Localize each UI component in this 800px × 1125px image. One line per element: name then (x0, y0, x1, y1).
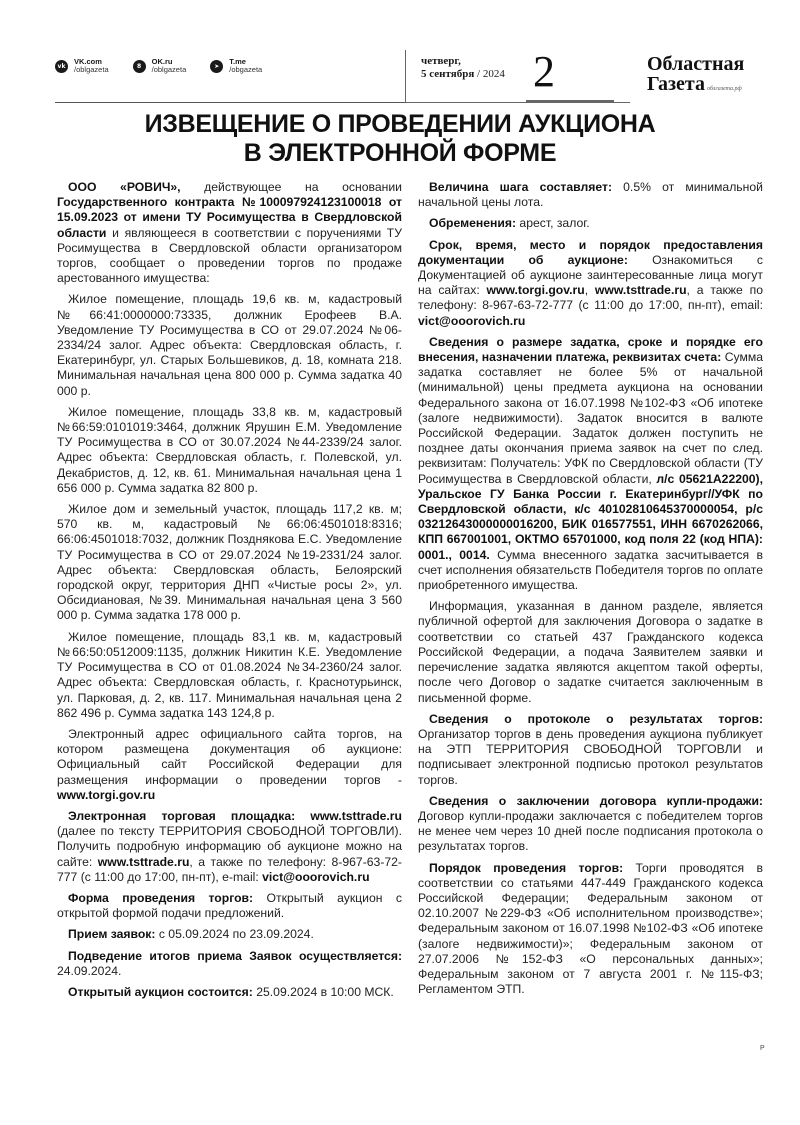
date: 5 сентября (421, 68, 475, 80)
masthead (55, 47, 770, 100)
email-link[interactable]: vict@ooorovich.ru (262, 869, 370, 884)
page-number: 2 (533, 47, 555, 96)
documentation-paragraph: Срок, время, место и порядок предоставления документации об аукционе: Ознакомиться с Документацией об аукционе заинтересованные лица могут на сайтах: www.torgi.gov.ru, www.tsttrade.ru, а также по телефону: 8-967-63-72-777 (с 11:00 до 17:00, пн-пт), email: vict@ooorovich.ru (418, 237, 763, 328)
social-name: VK.com (74, 57, 102, 66)
logo-site: облгазета.рф (706, 86, 742, 92)
social-name: OK.ru (151, 57, 173, 66)
ok-icon: 8 (133, 60, 146, 73)
issue-date (421, 55, 505, 81)
right-column (418, 180, 763, 1003)
protocol-paragraph: Сведения о протоколе о результатах торгов: Организатор торгов в день проведения аукциона публикует на ЭТП ТЕРРИТОРИЯ СВОБОДНОЙ ТОРГОВЛИ и подписывает электронной подписью протокол результатов торгов. (418, 711, 763, 787)
logo-line-1: Областная (647, 53, 745, 75)
bank-requisites: л/с 05621А22200), Уральское ГУ Банка России г. Екатеринбург//УФК по Свердловской области, к/с 40102810645370000054, р/с 03212643000000016200, БИК 016577551, ИНН 6670262066, КПП 667001001, ОКТМО 65701000, код поля 22 (код НПА): 0001., 0014. (418, 471, 764, 562)
left-column (57, 180, 402, 1006)
page-number-underline (526, 100, 614, 103)
etp-paragraph: Электронная торговая площадка: www.tsttrade.ru (далее по тексту ТЕРРИТОРИЯ СВОБОДНОЙ ТОРГОВЛИ). Получить подробную информацию об аукционе можно на сайте: www.tsttrade.ru, а также по телефону: 8-967-63-72-777 (с 11:00 до 17:00, пн-пт), e-mail: vict@ooorovich.ru (57, 808, 402, 884)
contract-paragraph: Сведения о заключении договора купли-продажи: Договор купли-продажи заключается с победителем торгов не менее чем через 10 дней после подписания протокола о результатах торгов. (418, 793, 763, 854)
step-size: Величина шага составляет: 0.5% от минимальной начальной цены лота. (418, 180, 763, 210)
lot-item: Жилое помещение, площадь 19,6 кв. м, кадастровый №66:41:0000000:73335, должник Ерофеев В.А. Уведомление ТУ Росимущества в СО от 29.07.2024 №06-2334/24 залог. Адрес объекта: Свердловская область, г. Екатеринбург, ул. Старых Большевиков, д. 18, комната 218. Минимальная начальная цена 800 000 р. Сумма задатка 40 000 р. (57, 292, 402, 398)
social-handle: /obgazeta (229, 65, 263, 74)
newspaper-logo (647, 54, 744, 99)
email-link[interactable]: vict@ooorovich.ru (418, 313, 526, 328)
procedure-paragraph: Порядок проведения торгов: Торги проводятся в соответствии со статьями 447-449 Гражданского кодекса Российской Федерации; Федеральным законом от 02.10.2007 №229-ФЗ «Об исполнительном производстве»; Федеральным законом от 16.07.1998 №102-ФЗ «Об ипотеке (залоге недвижимости)»; Федеральным законом от 27.07.2006 №152-ФЗ «О персональных данных»; Федеральным законом от 7 августа 2001 г. №115-ФЗ; Регламентом ЭТП. (418, 860, 763, 997)
header-rule (55, 102, 410, 103)
advertising-mark: Р (760, 1045, 765, 1052)
auction-date: Открытый аукцион состоится: 25.09.2024 в 10:00 МСК. (68, 984, 394, 999)
logo-line-2: Газета (647, 73, 705, 95)
weekday: четверг, (421, 55, 461, 67)
lot-item: Жилое помещение, площадь 33,8 кв. м, кадастровый №66:59:0101019:3464, должник Ярушин Е.М. Уведомление ТУ Росимущества в СО от 30.07.2024 №44-2339/24 залог. Адрес объекта: Свердловская область, г. Полевской, ул. Декабристов, д. 12, кв. 61. Минимальная начальная цена 1 656 000 р. Сумма задатка 82 800 р. (57, 404, 402, 495)
public-offer-paragraph: Информация, указанная в данном разделе, является публичной офертой для заключения Договора о задатке в соответствии со статьей 437 Гражданского кодекса Российской Федерации, а подача Заявителем заявки и перечисление задатка являются акцептом такой оферты, после чего Договор о задатке считается заключенным в письменной форме. (418, 599, 763, 705)
social-link-vk[interactable] (55, 58, 109, 74)
telegram-icon: ➤ (210, 60, 223, 73)
social-handle: /oblgazeta (74, 65, 109, 74)
lot-item: Жилое дом и земельный участок, площадь 117,2 кв. м; 570 кв. м, кадастровый №66:06:4501018:8316; 66:06:4501018:7032, должник Позднякова Е.С. Уведомление ТУ Росимущества в СО от 29.07.2024 №19-2331/24 залог. Адрес объекта: Свердловская область, Белоярский городской округ, территория ДНП «Чистые росы 2», ул. Обсидиановая, №39. Минимальная начальная цена 3 560 000 р. Сумма задатка 178 000 р. (57, 502, 402, 623)
applications-period: Прием заявок: с 05.09.2024 по 23.09.2024. (68, 927, 314, 942)
social-handle: /oblgazeta (151, 65, 187, 74)
tsttrade-link[interactable]: www.tsttrade.ru (97, 854, 190, 869)
official-site-paragraph: Электронный адрес официального сайта торгов, на котором размещена документация об аукционе: Официальный сайт Российской Федерации для размещения информации о проведении торгов - www.torgi.gov.ru (57, 726, 402, 802)
social-link-telegram[interactable] (210, 58, 262, 74)
applications-summary: Подведение итогов приема Заявок осуществляется: 24.09.2024. (57, 948, 402, 978)
social-links (55, 58, 262, 74)
torgi-link[interactable]: www.torgi.gov.ru (57, 787, 156, 802)
social-name: T.me (229, 57, 246, 66)
tsttrade-link[interactable]: www.tsttrade.ru (594, 283, 687, 298)
encumbrances: Обременения: арест, залог. (429, 216, 590, 231)
deposit-paragraph: Сведения о размере задатка, сроке и порядке его внесения, назначении платежа, реквизитах счета: Сумма задатка составляет не более 5% от начальной (минимальной) цены предмета аукциона на основании Федерального закона от 16.07.1998 №102-ФЗ «Об ипотеке (залоге недвижимости). Задаток вносится в валюте Российской Федерации. Задаток должен поступить не позднее даты окончания приема заявок на счет по след. реквизитам: Получатель: УФК по Свердловской области (ТУ Росимущества в Свердловской области, л/с 05621А22200), Уральское ГУ Банка России г. Екатеринбург//УФК по Свердловской области, к/с 40102810645370000054, р/с 03212643000000016200, БИК 016577551, ИНН 6670262066, КПП 667001001, ОКТМО 65701000, код поля 22 (код НПА): 0001., 0014. Сумма внесенного задатка засчитывается в счет исполнения обязательств Победителя торгов по оплате приобретенного имущества. (418, 334, 764, 593)
lot-item: Жилое помещение, площадь 83,1 кв. м, кадастровый №66:50:0512009:1135, должник Никитин К.Е. Уведомление ТУ Росимущества в СО от 01.08.2024 №34-2360/24 залог. Адрес объекта: Свердловская область, г. Краснотурьинск, ул. Парковая, д. 2, кв. 117. Минимальная начальная цена 2 862 496 р. Сумма задатка 143 124,8 р. (57, 629, 402, 720)
auction-form: Форма проведения торгов: Открытый аукцион с открытой формой подачи предложений. (57, 890, 402, 921)
vk-icon: vk (55, 60, 68, 73)
social-link-ok[interactable] (133, 58, 187, 74)
intro-paragraph: ООО «РОВИЧ», действующее на основании Государственного контракта №100097924123100018 от 15.09.2023 от имени ТУ Росимущества в Свердловской области и являющееся в соответствии с поручениями ТУ Росимущества в Свердловской области организатором торгов, сообщает о проведении торгов по продаже арестованного имущества: (57, 180, 402, 286)
article-title: ИЗВЕЩЕНИЕ О ПРОВЕДЕНИИ АУКЦИОНА В ЭЛЕКТРОННОЙ ФОРМЕ (144, 110, 656, 167)
torgi-link[interactable]: www.torgi.gov.ru (486, 283, 585, 298)
year: / 2024 (477, 68, 505, 80)
header-divider (405, 50, 406, 102)
